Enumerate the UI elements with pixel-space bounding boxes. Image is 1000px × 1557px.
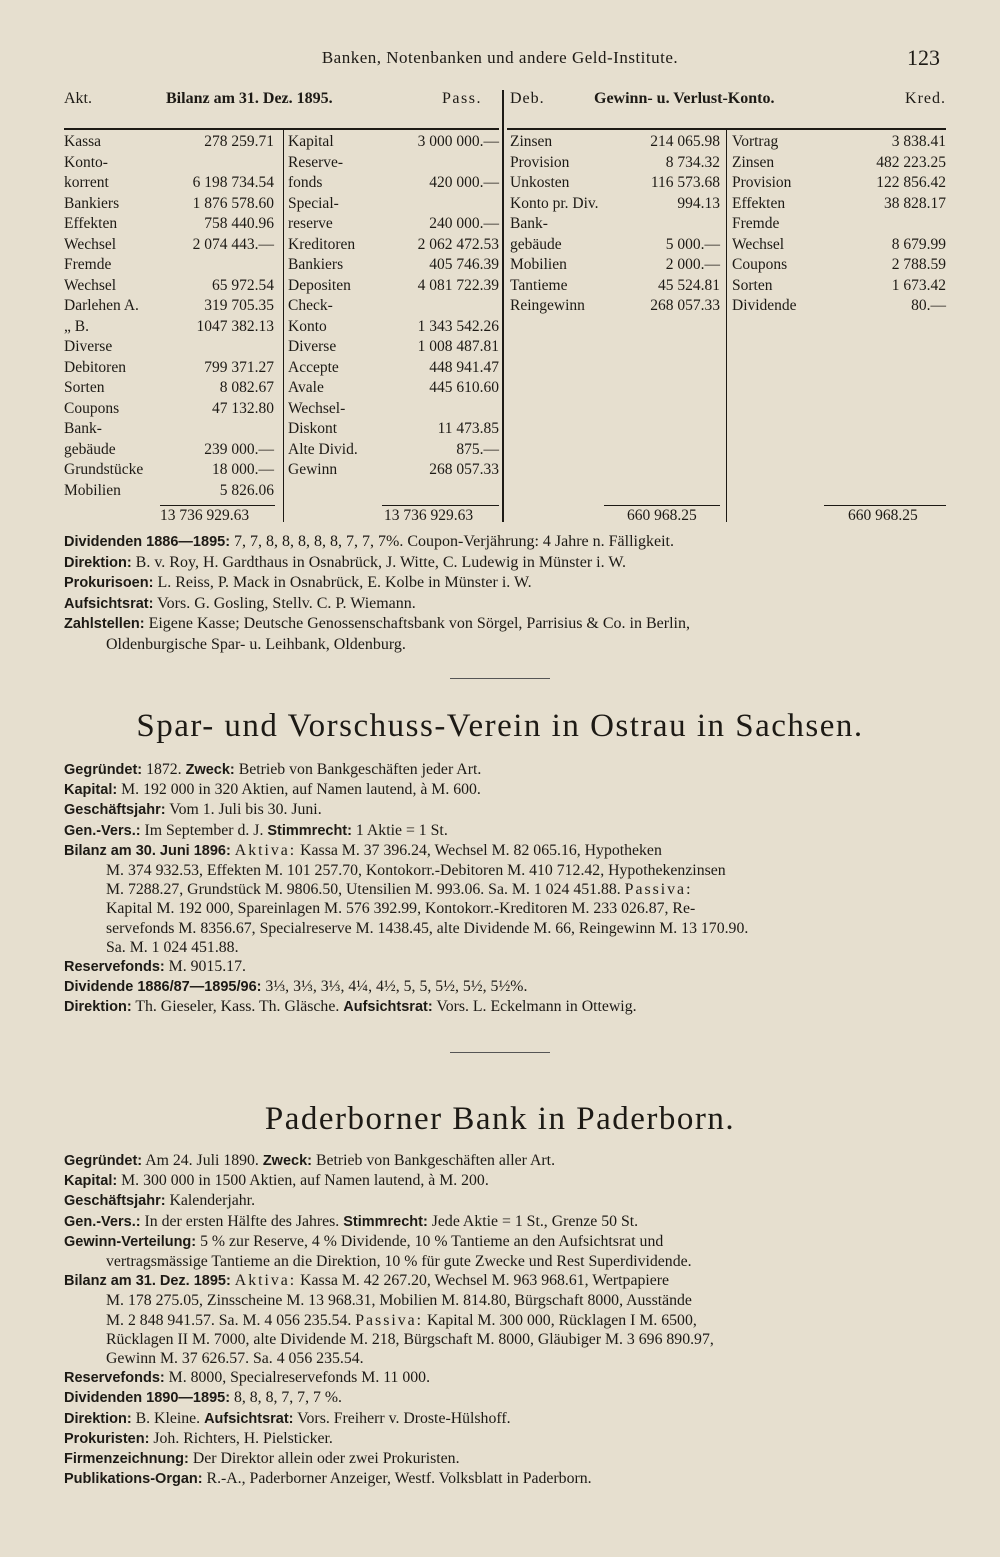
pl-debit-sum-rule [604, 505, 720, 506]
pl-total-credit: 660 968.25 [848, 507, 918, 524]
credit-row-value: 8 679.99 [891, 235, 946, 253]
asset-row [64, 173, 274, 194]
asset-row-value: 5 826.06 [219, 481, 274, 499]
liability-row [288, 419, 499, 440]
asset-row [64, 378, 274, 399]
tables-divider [502, 90, 504, 522]
asset-row [64, 481, 274, 502]
credit-row [732, 255, 946, 276]
credit-row-label: Wechsel [732, 235, 785, 253]
liability-row-value: 3 000 000.— [417, 133, 499, 150]
balance-title: Bilanz am 31. Dez. 1895. [166, 90, 333, 107]
asset-row-value: 18 000.— [212, 461, 274, 478]
credit-row-value: 38 828.17 [884, 194, 946, 212]
page-number: 123 [907, 45, 940, 70]
liability-row-value: 405 746.39 [429, 256, 499, 273]
balance-liabilities [288, 132, 499, 481]
debit-row-value: 5 000.— [665, 235, 720, 253]
credit-row [732, 132, 946, 153]
debit-row-label: gebäude [510, 235, 562, 253]
asset-row-label: Sorten [64, 379, 105, 396]
liability-row-value: 268 057.33 [429, 461, 499, 478]
credit-row [732, 173, 946, 194]
section-title-paderborn: Paderborner Bank in Paderborn. [264, 1101, 736, 1137]
asset-row-label: Bankiers [64, 194, 120, 212]
asset-row-value: 6 198 734.54 [192, 174, 274, 191]
liability-row-value: 1 008 487.81 [417, 338, 499, 355]
note-line: Direktion: B. v. Roy, H. Gardthaus in Osnabrück, J. Witte, C. Ludewig in Münster i. W. [64, 553, 626, 571]
liability-row-label: Kapital [288, 133, 334, 150]
liability-row [288, 358, 499, 379]
asset-row [64, 235, 274, 256]
liability-row [288, 276, 499, 297]
section-separator [450, 678, 550, 679]
pl-credit [732, 132, 946, 317]
liability-row [288, 214, 499, 235]
asset-row [64, 276, 274, 297]
pl-credit-sum-rule [824, 505, 946, 506]
balance-total-assets: 13 736 929.63 [160, 507, 250, 524]
liability-row [288, 194, 499, 215]
section-body-ostrau: Gegründet: 1872. Zweck: Betrieb von Bankgeschäften jeder Art. Kapital: M. 192 000 in 320 Aktien, auf Namen lautend, à M. 600. Geschäftsjahr: Vom 1. Juli bis 30. Juni. Gen.-Vers.: Im September d. J. Stimmrecht: 1 Aktie = 1 St. Bilanz am 30. Juni 1896: Aktiva: Kassa M. 37 396.24, Wechsel M. 82 065.16, Hypotheken M. 374 932.53, Effekten M. 101 257.70, Kontokorr.-Debitoren M. 410 712.42, Hypothekenzinsen M. 7288.27, Grundstück M. 9806.50, Utensilien M. 993.06. Sa. M. 1 024 451.88. Passiva: Kapital M. 192 000, Spareinlagen M. 576 392.99, Kontokorr.-Kreditoren M. 233 026.87, Re- servefonds M. 8356.67, Specialreserve M. 1438.45, alte Dividende M. 66, Reingewinn M. 13 170.90. Sa. M. 1 024 451.88. Reservefonds: M. 9015.17. Dividende 1886/87—1895/96: 3⅓, 3⅓, 3⅓, 4¼, 4½, 5, 5, 5½, 5½, 5½%. Direktion: Th. Gieseler, Kass. Th. Gläsche. Aufsichtsrat: Vors. L. Eckelmann in Ottewig. [64, 761, 749, 1016]
credit-row-label: Fremde [732, 215, 780, 232]
asset-row-value: 758 440.96 [204, 215, 274, 232]
asset-row-label: gebäude [64, 440, 116, 458]
liability-row-label: Avale [288, 379, 324, 396]
debit-row [510, 194, 720, 215]
debit-row-value: 8 734.32 [665, 153, 720, 171]
liability-row-label: Check- [288, 297, 333, 314]
balance-assets-sum-rule [160, 505, 275, 506]
note-line: Aufsichtsrat: Vors. G. Gosling, Stellv. C. P. Wiemann. [64, 594, 416, 612]
credit-row-value: 2 788.59 [891, 256, 946, 273]
debit-row [510, 153, 720, 174]
debit-row [510, 255, 720, 276]
liability-row-value: 11 473.85 [437, 420, 499, 437]
liability-row [288, 440, 499, 461]
running-header [60, 45, 940, 72]
credit-row-label: Provision [732, 174, 792, 191]
credit-row-label: Coupons [732, 256, 788, 273]
asset-row [64, 440, 274, 461]
balance-akt-label: Akt. [64, 90, 92, 107]
debit-row-label: Unkosten [510, 174, 570, 191]
balance-total-liabilities: 13 736 929.63 [384, 507, 474, 524]
debit-row-label: Bank- [510, 215, 548, 232]
asset-row [64, 399, 274, 420]
pl-total-debit: 660 968.25 [627, 507, 697, 524]
liability-row-value: 1 343 542.26 [417, 317, 499, 335]
credit-row [732, 296, 946, 317]
liability-row-label: Alte Divid. [288, 440, 358, 458]
liability-row [288, 235, 499, 256]
running-header-title: Banken, Notenbanken und andere Geld-Institute. [321, 48, 679, 67]
liability-row [288, 317, 499, 338]
credit-row-label: Zinsen [732, 153, 775, 171]
asset-row-value: 319 705.35 [204, 297, 274, 314]
liability-row-label: Diverse [288, 338, 337, 355]
liability-row-value: 445 610.60 [429, 379, 499, 396]
debit-row-value: 268 057.33 [650, 297, 720, 314]
debit-row [510, 173, 720, 194]
asset-row-value: 1047 382.13 [196, 317, 274, 335]
credit-row [732, 153, 946, 174]
balance-liab-sum-rule [382, 505, 499, 506]
debit-row-value: 994.13 [677, 194, 720, 212]
note-line: Dividenden 1886—1895: 7, 7, 8, 8, 8, 8, 8, 7, 7, 7%. Coupon-Verjährung: 4 Jahre n. Fälligkeit. [64, 533, 674, 550]
balance-assets [64, 132, 274, 501]
asset-row-label: Grundstücke [64, 461, 144, 478]
liability-row-label: reserve [288, 215, 333, 232]
credit-row-label: Sorten [732, 276, 773, 294]
debit-row-label: Provision [510, 153, 570, 171]
asset-row-label: Bank- [64, 420, 102, 437]
credit-row-value: 122 856.42 [876, 174, 946, 191]
debit-row-value: 214 065.98 [650, 133, 720, 150]
liability-row-value: 2 062 472.53 [417, 235, 499, 253]
pl-col-divider [726, 130, 727, 522]
debit-row-value: 45 524.81 [658, 276, 720, 294]
debit-row-value: 116 573.68 [650, 174, 720, 191]
pl-debit [510, 132, 720, 317]
liability-row-label: Reserve- [288, 153, 344, 171]
debit-row [510, 276, 720, 297]
liability-row-value: 4 081 722.39 [417, 276, 499, 294]
asset-row-value: 799 371.27 [204, 358, 274, 376]
liability-row-value: 420 000.— [429, 174, 499, 191]
asset-row [64, 132, 274, 153]
credit-row [732, 194, 946, 215]
debit-row-label: Konto pr. Div. [510, 194, 599, 212]
liability-row-label: Wechsel- [288, 399, 346, 417]
credit-row-label: Dividende [732, 297, 797, 314]
asset-row [64, 419, 274, 440]
liability-row-label: Kreditoren [288, 235, 356, 253]
debit-row [510, 235, 720, 256]
credit-row-label: Effekten [732, 194, 786, 212]
asset-row-value: 1 876 578.60 [192, 194, 274, 212]
note-line: Zahlstellen: Eigene Kasse; Deutsche Genossenschaftsbank von Sörgel, Parrisius & Co. in Berlin, [64, 615, 690, 633]
asset-row [64, 358, 274, 379]
asset-row-label: Mobilien [64, 481, 121, 499]
asset-row [64, 317, 274, 338]
section-body-paderborn: Gegründet: Am 24. Juli 1890. Zweck: Betrieb von Bankgeschäften aller Art. Kapital: M. 300 000 in 1500 Aktien, auf Namen lautend, à M. 200. Geschäftsjahr: Kalenderjahr. Gen.-Vers.: In der ersten Hälfte des Jahres. Stimmrecht: Jede Aktie = 1 St., Grenze 50 St. Gewinn-Verteilung: 5 % zur Reserve, 4 % Dividende, 10 % Tantieme an den Aufsichtsrat und vertragsmässige Tantieme an die Direktion, 10 % für gute Zwecke und Rest Superdividende. Bilanz am 31. Dez. 1895: Aktiva: Kassa M. 42 267.20, Wechsel M. 963 968.61, Wertpapiere M. 178 275.05, Zinsscheine M. 13 968.31, Mobilien M. 814.80, Bürgschaft 8000, Ausstände M. 2 848 941.57. Sa. M. 4 056 235.54. Passiva: Kapital M. 300 000, Rücklagen I M. 6500, Rücklagen II M. 7000, alte Dividende M. 218, Bürgschaft M. 8000, Gläubiger M. 3 696 890.97, Gewinn M. 37 626.57. Sa. 4 056 235.54. Reservefonds: M. 8000, Specialreservefonds M. 11 000. Dividenden 1890—1895: 8, 8, 8, 7, 7, 7 %. Direktion: B. Kleine. Aufsichtsrat: Vors. Freiherr v. Droste-Hülshoff. Prokuristen: Joh. Richters, H. Pielsticker. Firmenzeichnung: Der Direktor allein oder zwei Prokuristen. Publikations-Organ: R.-A., Paderborner Anzeiger, Westf. Volksblatt in Paderborn. [64, 1152, 714, 1488]
liability-row-label: Depositen [288, 276, 351, 294]
asset-row-value: 65 972.54 [212, 276, 274, 294]
asset-row [64, 153, 274, 174]
asset-row-label: Kassa [64, 133, 102, 150]
bank-notes [64, 532, 954, 656]
credit-row [732, 276, 946, 297]
asset-row-value: 2 074 443.— [192, 235, 274, 253]
asset-row-label: korrent [64, 174, 109, 191]
liability-row-label: Diskont [288, 420, 338, 437]
balance-pass-label: Pass. [442, 90, 482, 107]
asset-row-value: 8 082.67 [219, 379, 274, 396]
note-line-continued: Oldenburgische Spar- u. Leihbank, Oldenburg. [106, 635, 406, 653]
debit-row [510, 214, 720, 235]
credit-row-value: 482 223.25 [876, 153, 946, 171]
debit-row-label: Zinsen [510, 133, 553, 150]
financial-table [64, 90, 946, 530]
asset-row-label: Diverse [64, 338, 113, 355]
debit-row [510, 132, 720, 153]
debit-row-label: Tantieme [510, 276, 568, 294]
liability-row [288, 255, 499, 276]
asset-row-label: Debitoren [64, 358, 126, 376]
balance-rule-top [64, 128, 499, 130]
asset-row [64, 296, 274, 317]
liability-row-label: Special- [288, 194, 339, 212]
note-line: Prokurisoen: L. Reiss, P. Mack in Osnabrück, E. Kolbe in Münster i. W. [64, 574, 532, 592]
credit-row [732, 235, 946, 256]
asset-row-label: Darlehen A. [64, 297, 139, 314]
credit-row [732, 214, 946, 235]
debit-row-value: 2 000.— [665, 256, 720, 273]
debit-row-label: Mobilien [510, 256, 567, 273]
liability-row [288, 460, 499, 481]
credit-row-value: 1 673.42 [891, 276, 946, 294]
liability-row [288, 153, 499, 174]
liability-row [288, 399, 499, 420]
liability-row-label: Accepte [288, 358, 339, 376]
liability-row-label: Bankiers [288, 256, 344, 273]
liability-row [288, 296, 499, 317]
asset-row-value: 278 259.71 [204, 133, 274, 150]
asset-row [64, 214, 274, 235]
liability-row-value: 240 000.— [429, 215, 499, 232]
debit-row-label: Reingewinn [510, 297, 585, 314]
balance-col-divider [283, 130, 284, 522]
section-title-ostrau: Spar- und Vorschuss-Verein in Ostrau in Sachsen. [136, 708, 864, 744]
asset-row-value: 47 132.80 [212, 399, 274, 417]
asset-row-label: Konto- [64, 153, 108, 171]
pl-deb-label: Deb. [510, 90, 545, 107]
liability-row-label: fonds [288, 174, 323, 191]
liability-row [288, 378, 499, 399]
credit-row-value: 3 838.41 [891, 133, 946, 150]
asset-row-label: Fremde [64, 256, 112, 273]
liability-row [288, 173, 499, 194]
asset-row-label: „ B. [64, 317, 89, 335]
liability-row-label: Konto [288, 317, 327, 335]
pl-kred-label: Kred. [905, 90, 946, 107]
liability-row [288, 337, 499, 358]
asset-row [64, 255, 274, 276]
asset-row-label: Coupons [64, 399, 120, 417]
section-separator [450, 1052, 550, 1053]
asset-row-label: Wechsel [64, 235, 117, 253]
debit-row [510, 296, 720, 317]
asset-row-label: Effekten [64, 215, 118, 232]
asset-row-label: Wechsel [64, 276, 117, 294]
liability-row [288, 132, 499, 153]
asset-row [64, 460, 274, 481]
liability-row-label: Gewinn [288, 461, 338, 478]
credit-row-label: Vortrag [732, 133, 779, 150]
liability-row-value: 448 941.47 [429, 358, 499, 376]
liability-row-value: 875.— [456, 440, 499, 458]
asset-row [64, 194, 274, 215]
pl-title: Gewinn- u. Verlust-Konto. [594, 90, 775, 107]
asset-row [64, 337, 274, 358]
credit-row-value: 80.— [911, 297, 946, 314]
asset-row-value: 239 000.— [204, 440, 274, 458]
